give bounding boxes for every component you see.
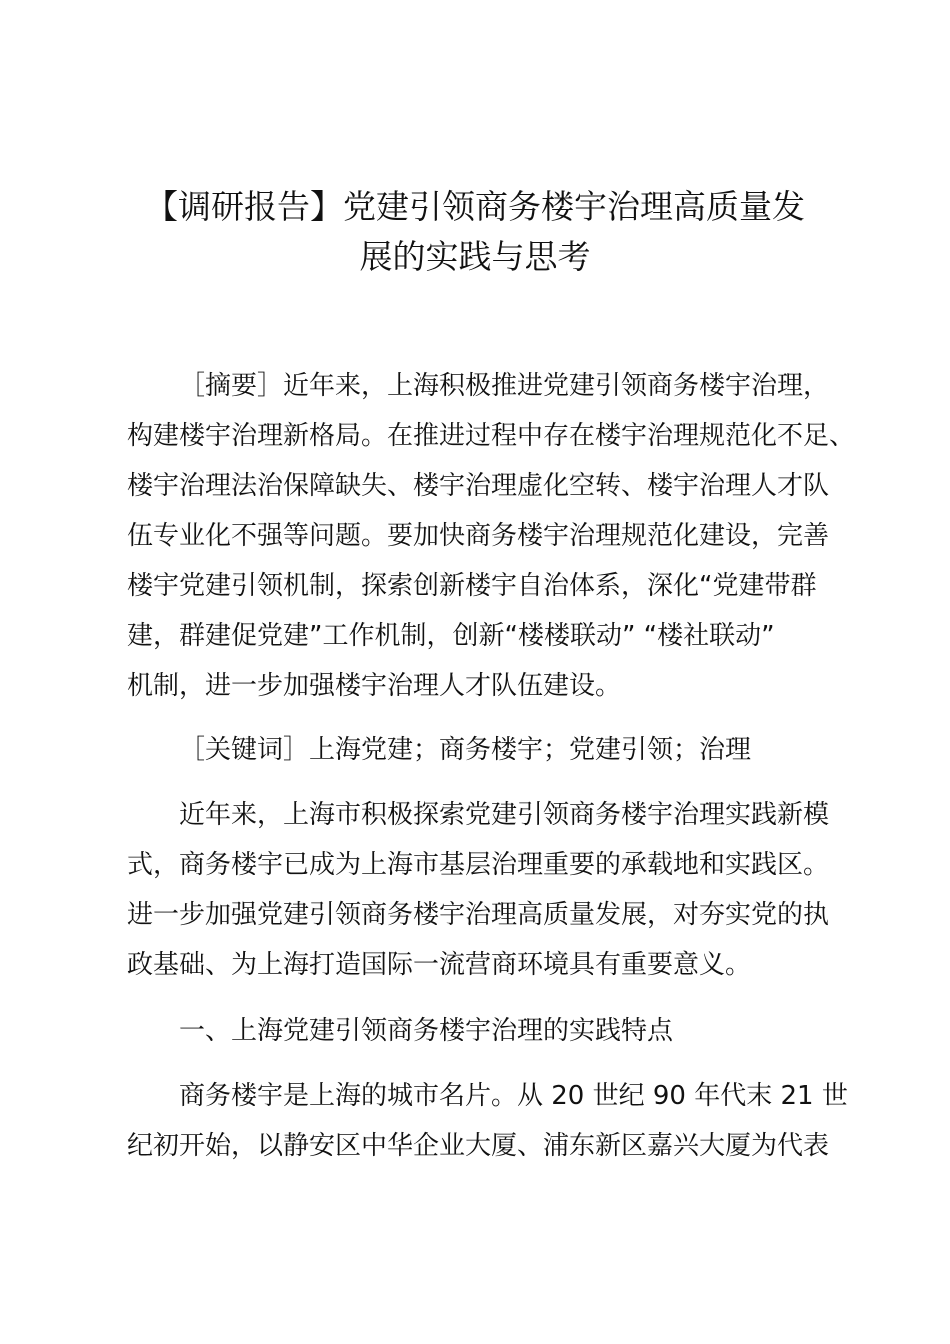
abstract-line-6: 建，群建促党建”工作机制，创新“楼楼联动” “楼社联动” [127,621,775,651]
abstract-line-5: 楼宇党建引领机制，探索创新楼宇自治体系，深化“党建带群 [127,571,817,601]
intro-line-4: 政基础、为上海打造国际一流营商环境具有重要意义。 [127,950,752,980]
abstract-line-7: 机制，进一步加强楼宇治理人才队伍建设。 [127,671,622,701]
section-1-heading: 一、上海党建引领商务楼宇治理的实践特点 [179,1016,674,1046]
abstract-line-4: 伍专业化不强等问题。要加快商务楼宇治理规范化建设，完善 [127,521,830,551]
document-title-line-1: 【调研报告】党建引领商务楼宇治理高质量发 [145,187,805,226]
abstract-line-2: 构建楼宇治理新格局。在推进过程中存在楼宇治理规范化不足、 [127,421,856,451]
keywords-line: ［关键词］上海党建；商务楼宇；党建引领；治理 [179,735,752,765]
intro-line-2: 式，商务楼宇已成为上海市基层治理重要的承载地和实践区。 [127,850,830,880]
document-title-line-2: 展的实践与思考 [359,237,591,276]
intro-line-3: 进一步加强党建引领商务楼宇治理高质量发展，对夯实党的执 [127,900,830,930]
abstract-line-1: ［摘要］近年来，上海积极推进党建引领商务楼宇治理， [179,371,830,401]
section-1-line-2: 纪初开始，以静安区中华企业大厦、浦东新区嘉兴大厦为代表 [127,1131,830,1161]
section-1-line-1: 商务楼宇是上海的城市名片。从 20 世纪 90 年代末 21 世 [179,1081,848,1111]
intro-line-1: 近年来，上海市积极探索党建引领商务楼宇治理实践新模 [179,800,830,830]
abstract-line-3: 楼宇治理法治保障缺失、楼宇治理虚化空转、楼宇治理人才队 [127,471,830,501]
